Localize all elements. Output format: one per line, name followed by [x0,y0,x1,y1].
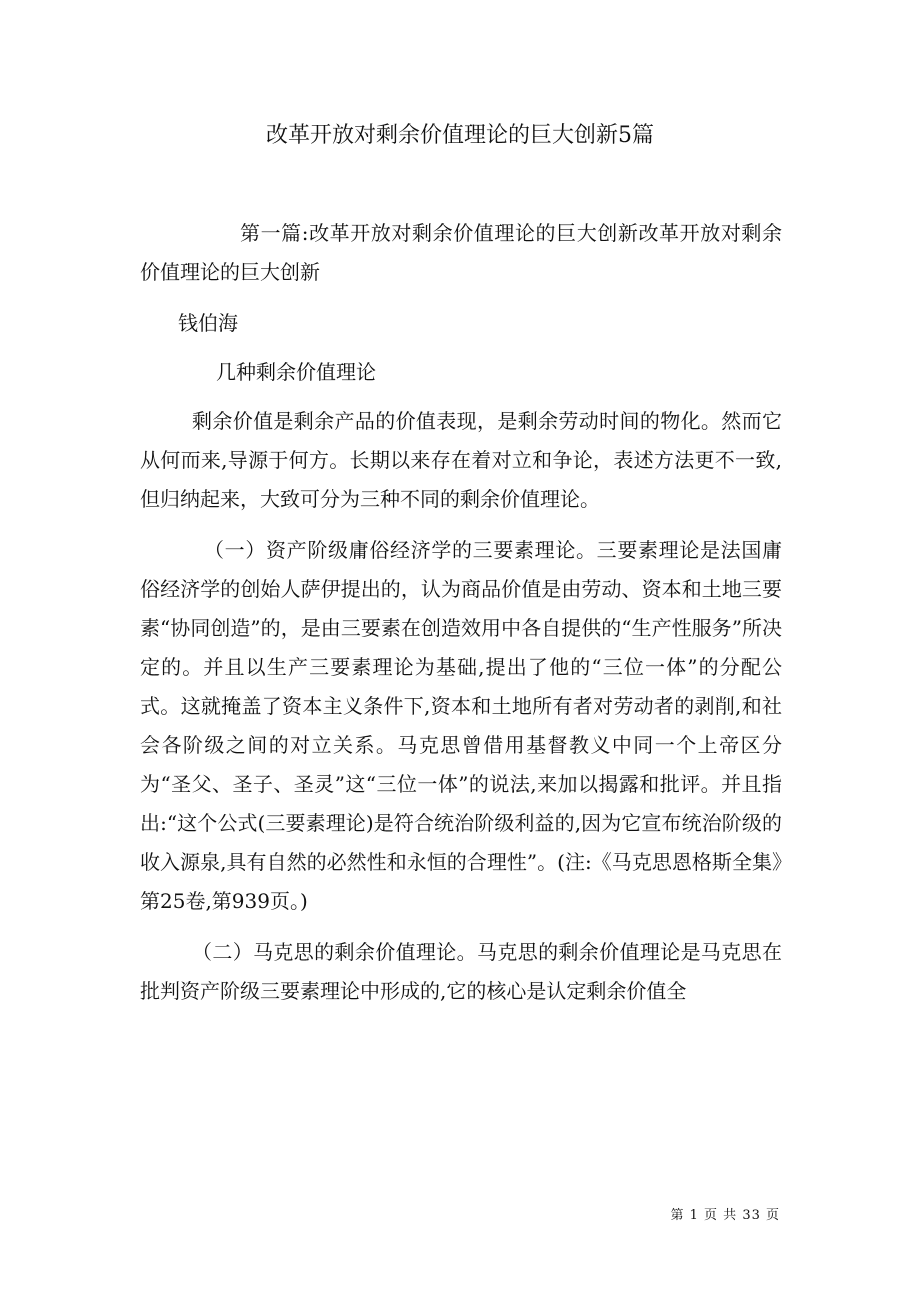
document-title: 改革开放对剩余价值理论的巨大创新5篇 [266,123,654,148]
body-paragraph: （二）马克思的剩余价值理论。马克思的剩余价值理论是马克思在批判资产阶级三要素理论中形成的,它的核心是认定剩余价值全 [140,940,782,1003]
page-number-footer: 第 1 页 共 33 页 [670,1208,780,1223]
document-body [140,214,782,1011]
body-paragraph: （一）资产阶级庸俗经济学的三要素理论。三要素理论是法国庸俗经济学的创始人萨伊提出的，认为商品价值是由劳动、资本和土地三要素“协同创造”的，是由三要素在创造效用中各自提供的“生产性服务”所决定的。并且以生产三要素理论为基础,提出了他的“三位一体”的分配公式。这就掩盖了资本主义条件下,资本和土地所有者对劳动者的剥削,和社会各阶级之间的对立关系。马克思曾借用基督教义中同一个上帝区分为“圣父、圣子、圣灵”这“三位一体”的说法,来加以揭露和批评。并且指出:“这个公式(三要素理论)是符合统治阶级利益的,因为它宣布统治阶级的收入源泉,具有自然的必然性和永恒的合理性”。(注:《马克思恩格斯全集》第25卷,第939页。) [140,538,782,913]
body-paragraph: 剩余价值是剩余产品的价值表现，是剩余劳动时间的物化。然而它从何而来,导源于何方。长期以来存在着对立和争论，表述方法更不一致,但归纳起来，大致可分为三种不同的剩余价值理论。 [140,409,782,511]
section-heading: 几种剩余价值理论 [216,360,376,384]
author-name: 钱伯海 [178,311,238,335]
chapter-heading-paragraph: 第一篇:改革开放对剩余价值理论的巨大创新改革开放对剩余价值理论的巨大创新 [140,221,782,284]
